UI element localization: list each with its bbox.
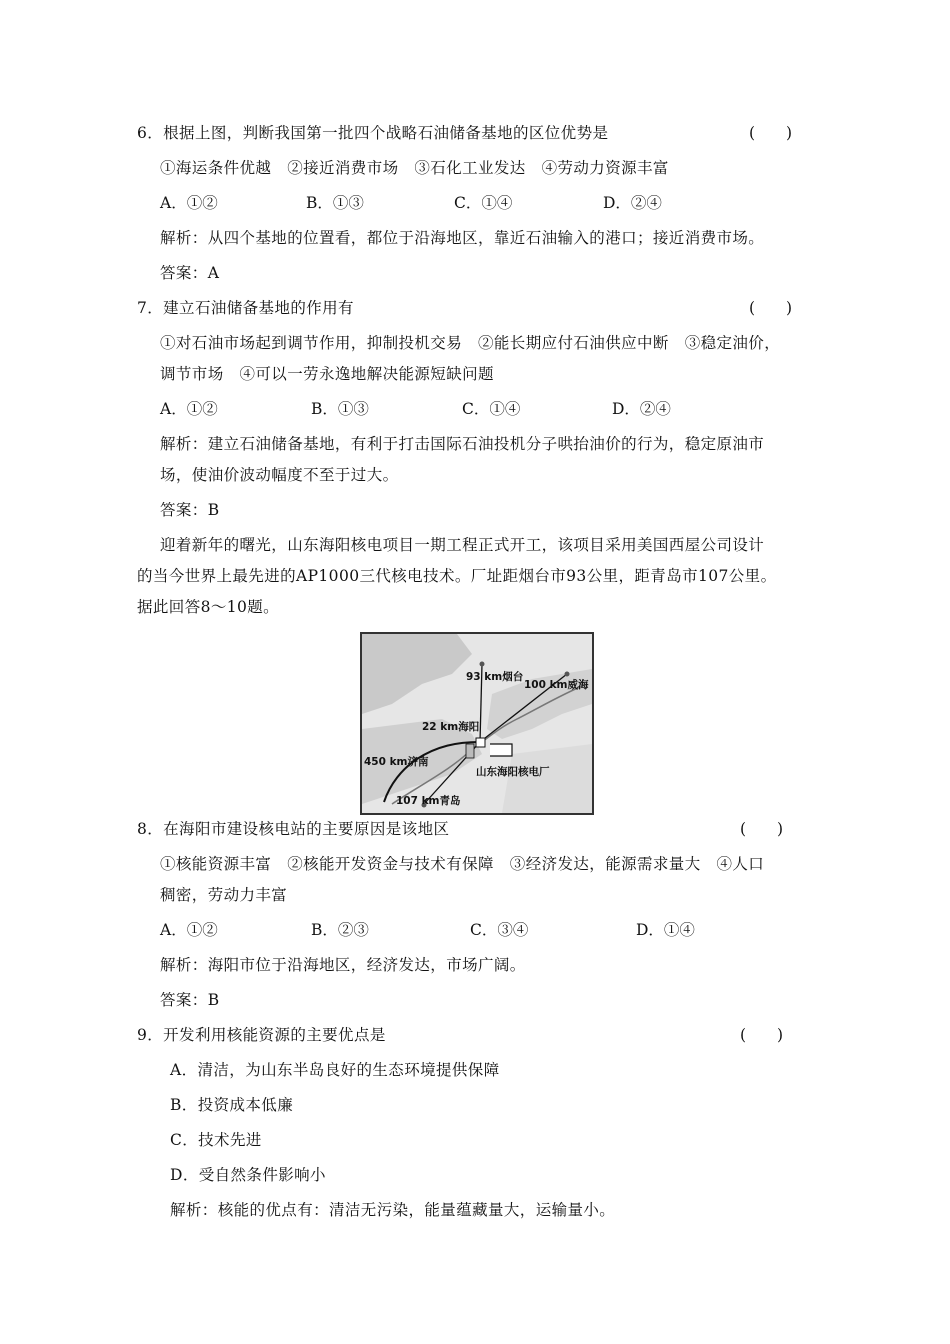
yantai-dot bbox=[480, 662, 485, 667]
q8-option-c: C．③④ bbox=[470, 921, 529, 939]
q7-option-c: C．①④ bbox=[462, 400, 521, 418]
q6-option-c: C．①④ bbox=[454, 194, 513, 212]
label-weihai: 100 km威海 bbox=[524, 679, 589, 691]
q6-stem: 6．根据上图，判断我国第一批四个战略石油储备基地的区位优势是 bbox=[137, 124, 609, 142]
q7-answer-paren: ( ) bbox=[749, 299, 793, 317]
q9-analysis: 解析：核能的优点有：清洁无污染，能量蕴藏量大，运输量小。 bbox=[170, 1201, 616, 1219]
q7-analysis-line2: 场，使油价波动幅度不至于过大。 bbox=[160, 466, 399, 484]
plant-marker bbox=[476, 738, 485, 747]
q7-option-a: A．①② bbox=[160, 400, 218, 418]
q9-option-d: D．受自然条件影响小 bbox=[170, 1166, 326, 1184]
q8-answer-paren: ( ) bbox=[740, 820, 784, 838]
q7-stem: 7．建立石油储备基地的作用有 bbox=[137, 299, 354, 317]
intro-line1: 迎着新年的曙光，山东海阳核电项目一期工程正式开工，该项目采用美国西屋公司设计 bbox=[160, 536, 765, 554]
q9-option-c: C．技术先进 bbox=[170, 1131, 262, 1149]
q8-stem: 8．在海阳市建设核电站的主要原因是该地区 bbox=[137, 820, 450, 838]
plant-building bbox=[490, 744, 512, 756]
q8-answer: 答案：B bbox=[160, 991, 220, 1009]
q6-option-d: D．②④ bbox=[603, 194, 662, 212]
q9-option-b: B．投资成本低廉 bbox=[170, 1096, 294, 1114]
sea-area-se bbox=[502, 744, 592, 813]
q6-answer-paren: ( ) bbox=[749, 124, 793, 142]
q6-answer: 答案：A bbox=[160, 264, 220, 282]
label-jinan: 450 km济南 bbox=[364, 756, 429, 768]
q8-items-line1: ①核能资源丰富 ②核能开发资金与技术有保障 ③经济发达，能源需求量大 ④人口 bbox=[160, 855, 765, 873]
label-plant: 山东海阳核电厂 bbox=[476, 766, 550, 778]
plant-tower bbox=[466, 744, 474, 758]
intro-line2: 的当今世界上最先进的AP1000三代核电技术。厂址距烟台市93公里，距青岛市107公里。 bbox=[137, 567, 777, 585]
q6-option-a: A．①② bbox=[160, 194, 218, 212]
q8-analysis: 解析：海阳市位于沿海地区，经济发达，市场广阔。 bbox=[160, 956, 526, 974]
q7-option-d: D．②④ bbox=[612, 400, 671, 418]
q9-option-a: A．清洁，为山东半岛良好的生态环境提供保障 bbox=[170, 1061, 500, 1079]
map-graphic bbox=[362, 634, 592, 813]
weihai-dot bbox=[565, 672, 570, 677]
q6-option-b: B．①③ bbox=[306, 194, 364, 212]
label-yantai: 93 km烟台 bbox=[466, 671, 524, 683]
intro-line3: 据此回答8～10题。 bbox=[137, 598, 280, 616]
q7-option-b: B．①③ bbox=[311, 400, 369, 418]
q7-answer: 答案：B bbox=[160, 501, 220, 519]
q9-answer-paren: ( ) bbox=[740, 1026, 784, 1044]
q6-analysis: 解析：从四个基地的位置看，都位于沿海地区，靠近石油输入的港口；接近消费市场。 bbox=[160, 229, 765, 247]
q7-items-line1: ①对石油市场起到调节作用，抑制投机交易 ②能长期应付石油供应中断 ③稳定油价， bbox=[160, 334, 781, 352]
haiyang-location-map bbox=[360, 632, 594, 815]
q8-option-d: D．①④ bbox=[636, 921, 695, 939]
label-qingdao: 107 km青岛 bbox=[396, 795, 461, 807]
q8-option-b: B．②③ bbox=[311, 921, 369, 939]
q8-option-a: A．①② bbox=[160, 921, 218, 939]
q8-items-line2: 稠密，劳动力丰富 bbox=[160, 886, 288, 904]
q7-items-line2: 调节市场 ④可以一劳永逸地解决能源短缺问题 bbox=[160, 365, 494, 383]
q9-stem: 9．开发利用核能资源的主要优点是 bbox=[137, 1026, 386, 1044]
label-haiyang: 22 km海阳 bbox=[422, 721, 480, 733]
q7-analysis-line1: 解析：建立石油储备基地，有利于打击国际石油投机分子哄抬油价的行为，稳定原油市 bbox=[160, 435, 765, 453]
q6-items: ①海运条件优越 ②接近消费市场 ③石化工业发达 ④劳动力资源丰富 bbox=[160, 159, 669, 177]
